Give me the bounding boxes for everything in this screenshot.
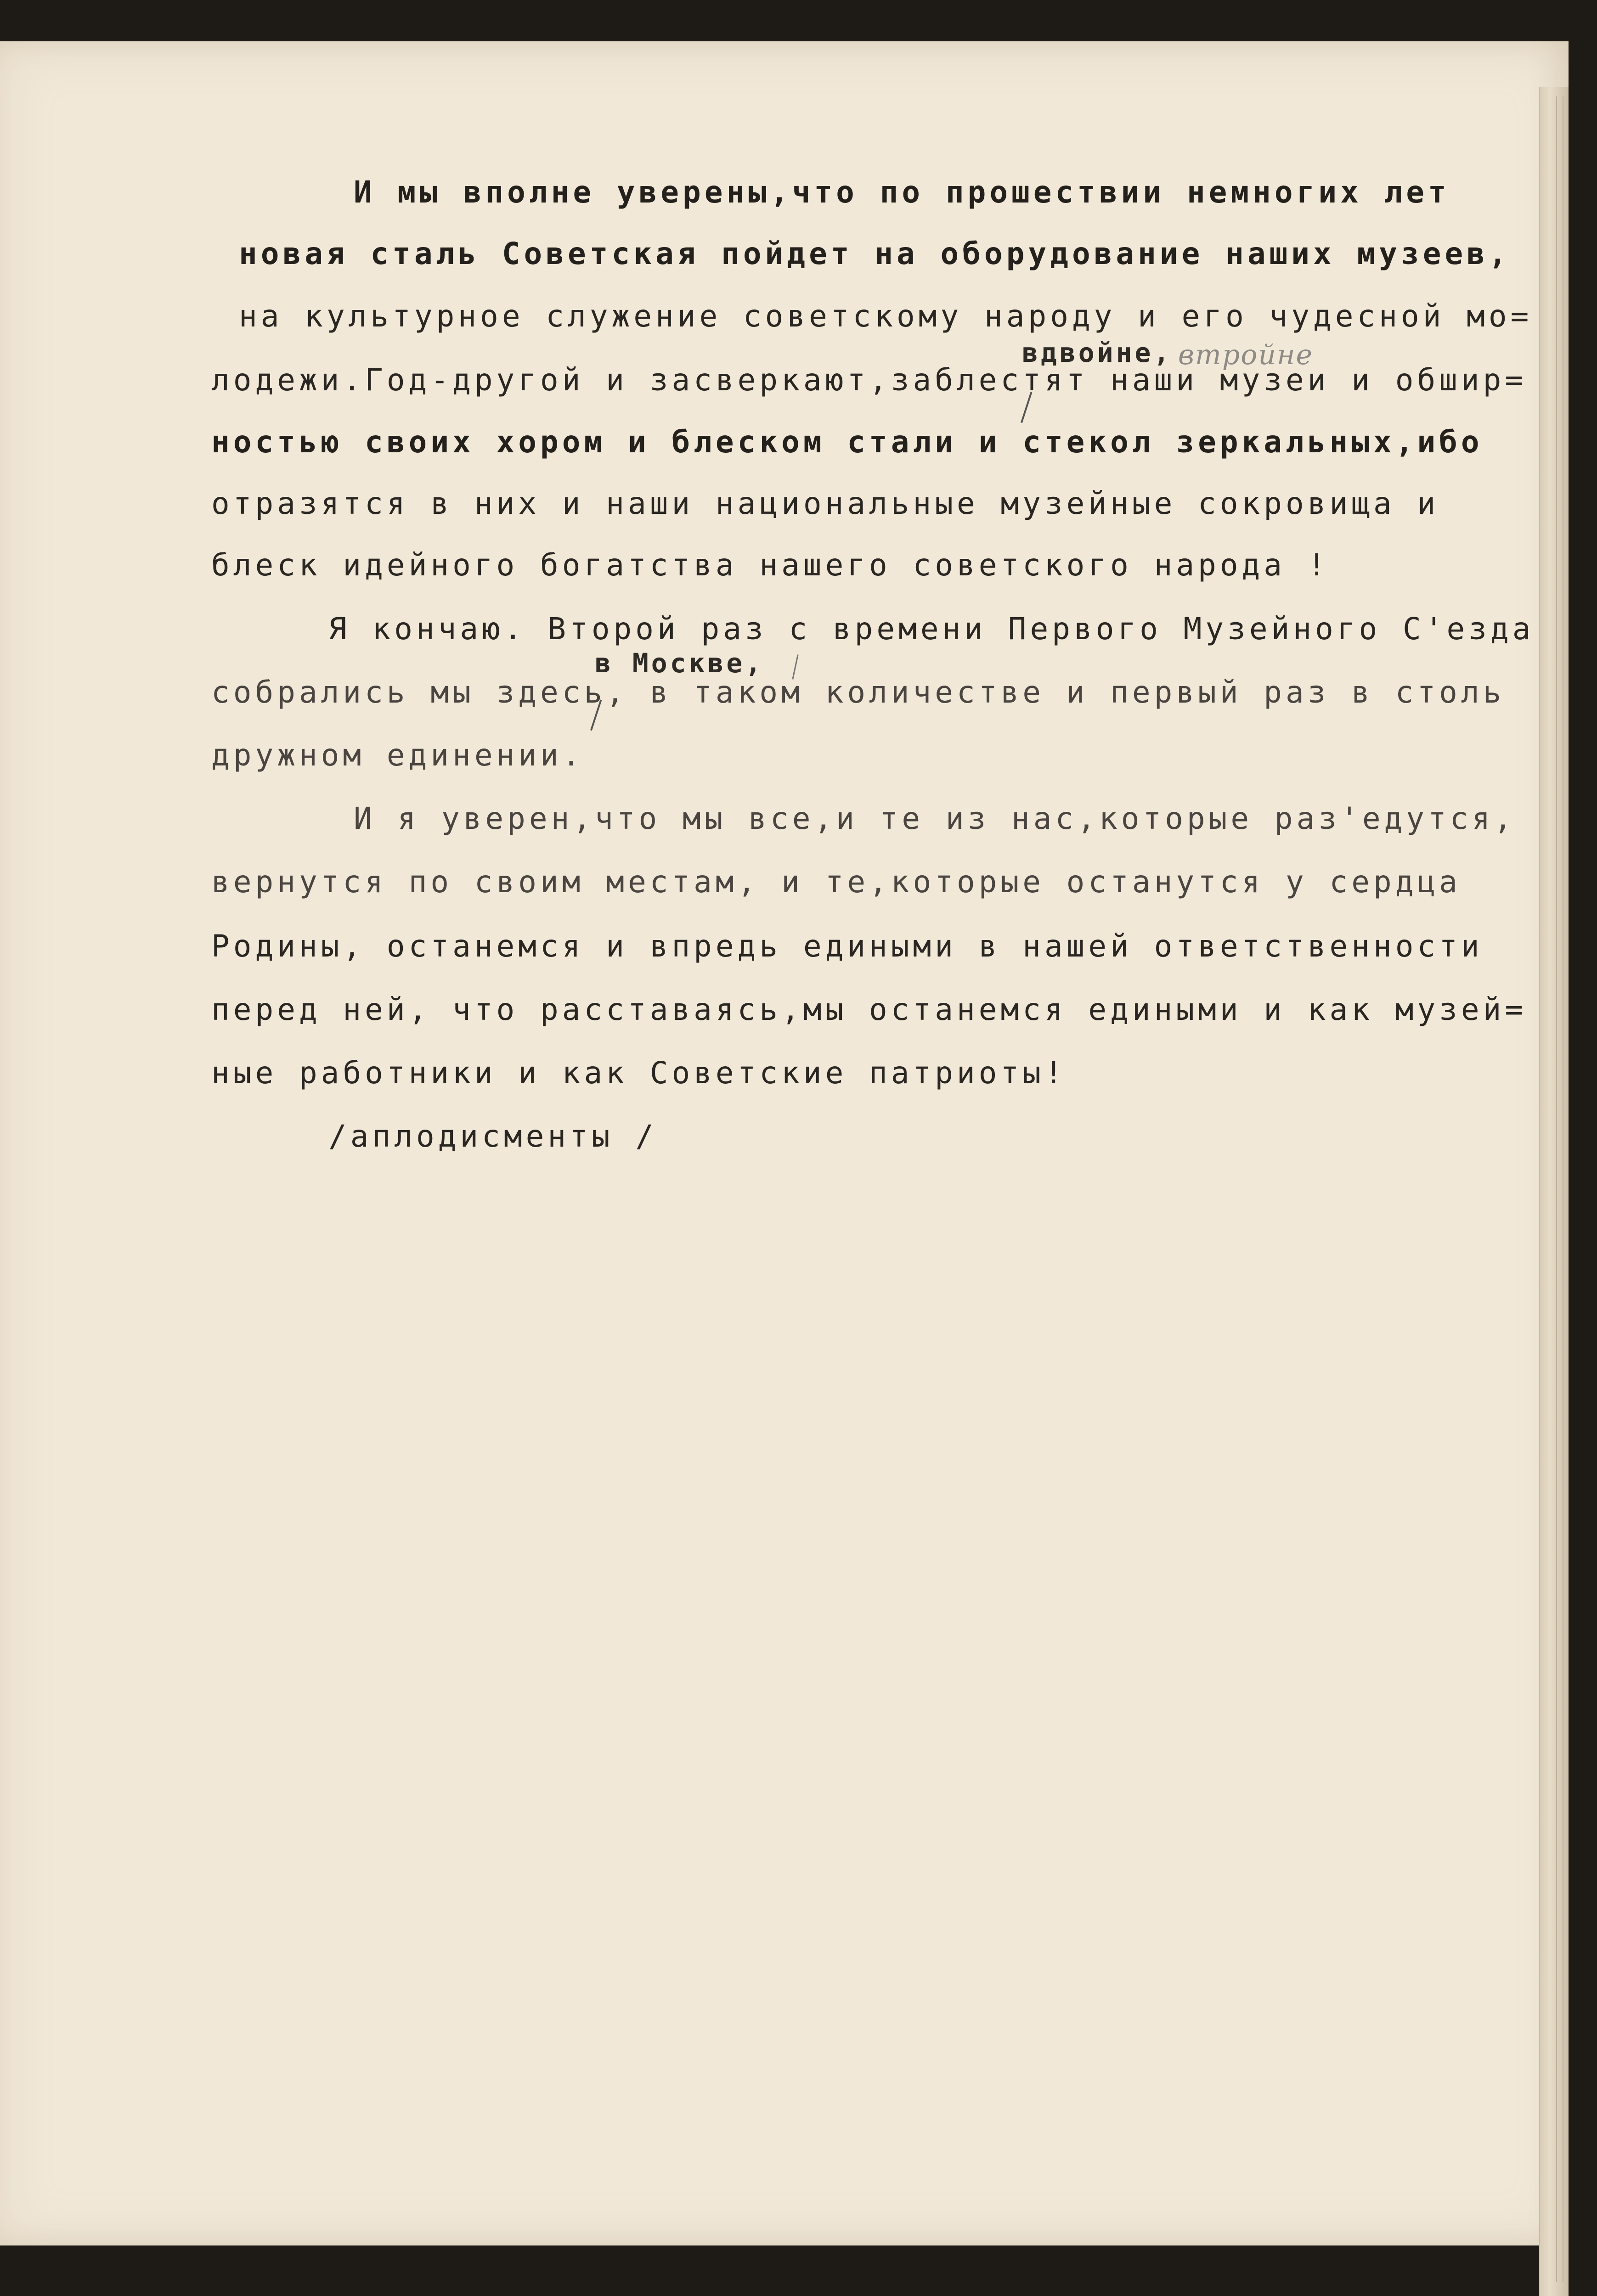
text-line-15: ные работники и как Советские патриоты! bbox=[211, 1055, 1067, 1091]
text-line-9: собрались мы здесь, в таком количестве и первый раз в столь bbox=[211, 675, 1505, 710]
text-line-14: перед ней, что расставаясь,мы останемся едиными и как музей= bbox=[211, 992, 1527, 1027]
edge-line bbox=[1556, 96, 1557, 2282]
text-line-8: Я кончаю. Второй раз с времени Первого Музейного С'езда bbox=[328, 611, 1535, 647]
text-line-11: И я уверен,что мы все,и те из нас,которые раз'едутся, bbox=[354, 801, 1516, 836]
text-line-2: новая сталь Советская пойдет на оборудование наших музеев, bbox=[239, 236, 1511, 271]
text-line-7: блеск идейного богатства нашего советского народа ! bbox=[211, 547, 1330, 583]
text-line-13: Родины, останемся и впредь едиными в нашей ответственности bbox=[211, 929, 1483, 964]
text-line-3: на культурное служение советскому народу и его чудесной мо= bbox=[239, 298, 1533, 334]
text-line-4: лодежи.Год-другой и засверкают,заблестят наши музеи и обшир= bbox=[211, 362, 1527, 398]
text-line-6: отразятся в них и наши национальные музейные сокровища и bbox=[211, 486, 1439, 521]
typed-insertion-v-moskve: в Москве, bbox=[595, 647, 764, 679]
text-line-5: ностью своих хором и блеском стали и стекол зеркальных,ибо bbox=[211, 424, 1483, 460]
text-line-1: И мы вполне уверены,что по прошествии немногих лет bbox=[354, 174, 1450, 210]
text-line-12: вернутся по своим местам, и те,которые останутся у сердца bbox=[211, 864, 1461, 900]
document-page bbox=[0, 41, 1569, 2245]
pencil-insertion-vtroine: втройне bbox=[1178, 339, 1314, 371]
typed-insertion-vdvoine: вдвойне, bbox=[1022, 337, 1173, 368]
page-edge bbox=[1539, 87, 1569, 2296]
text-line-10: дружном единении. bbox=[211, 737, 584, 773]
applause-note: /аплодисменты / bbox=[328, 1119, 658, 1154]
